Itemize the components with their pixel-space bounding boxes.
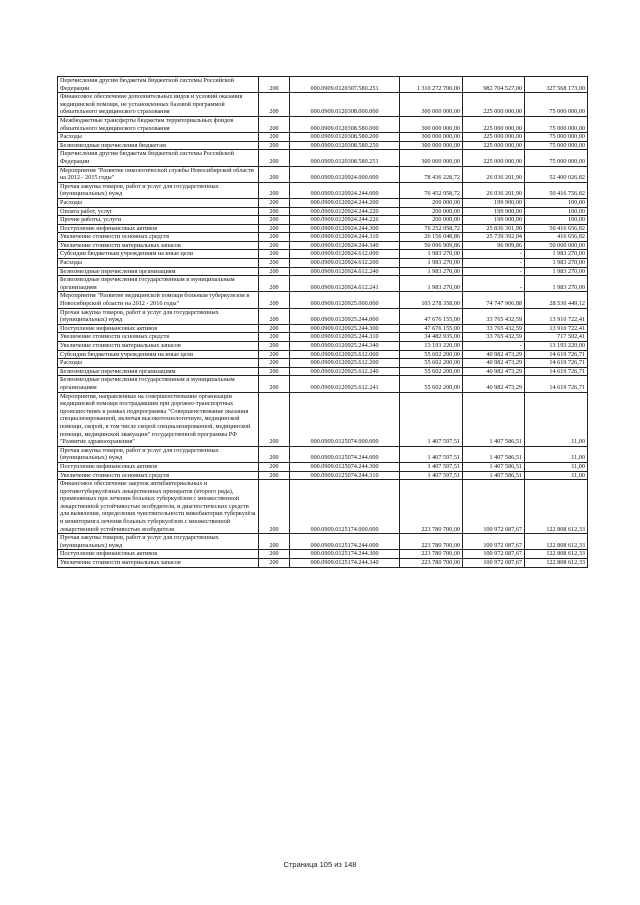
unexecuted-amount-cell: 75 000 000,00 [525, 141, 588, 150]
approved-amount-cell: 55 602 200,00 [400, 359, 463, 368]
row-code-cell: 200 [259, 480, 290, 534]
executed-amount-cell: - [463, 259, 525, 268]
row-name-cell: Безвозмездные перечисления организациям [58, 367, 259, 376]
row-name-cell: Поступление нефинансовых активов [58, 324, 259, 333]
unexecuted-amount-cell: 100,00 [525, 216, 588, 225]
unexecuted-amount-cell: 1 983 270,00 [525, 250, 588, 259]
executed-amount-cell: 1 407 586,51 [463, 446, 525, 462]
row-name-cell: Перечисления другим бюджетам бюджетной системы Российской Федерации [58, 77, 259, 93]
row-name-cell: Перечисления другим бюджетам бюджетной системы Российской Федерации [58, 150, 259, 166]
executed-amount-cell: 199 900,00 [463, 207, 525, 216]
budget-classification-code-cell: 000.0909.0125174.244.340 [290, 559, 400, 568]
budget-table [57, 76, 588, 568]
approved-amount-cell: 50 096 909,86 [400, 241, 463, 250]
table-row [58, 233, 588, 242]
row-code-cell: 200 [259, 216, 290, 225]
table-row [58, 116, 588, 132]
row-code-cell: 200 [259, 166, 290, 182]
executed-amount-cell: 40 982 473,29 [463, 367, 525, 376]
unexecuted-amount-cell: 75 000 000,00 [525, 93, 588, 117]
row-name-cell: Поступление нефинансовых активов [58, 550, 259, 559]
row-name-cell: Увеличение стоимости материальных запасов [58, 241, 259, 250]
row-name-cell: Прочая закупка товаров, работ и услуг для государственных (муниципальных) нужд [58, 446, 259, 462]
row-name-cell: Безвозмездные перечисления организациям [58, 267, 259, 276]
row-code-cell: 200 [259, 392, 290, 446]
row-code-cell: 200 [259, 324, 290, 333]
table-row [58, 534, 588, 550]
approved-amount-cell: 200 000,00 [400, 207, 463, 216]
table-row [58, 392, 588, 446]
row-name-cell: Расходы [58, 198, 259, 207]
table-row [58, 324, 588, 333]
budget-classification-code-cell: 000.0909.0120924.244.000 [290, 182, 400, 198]
budget-classification-code-cell: 000.0909.0120308.580.200 [290, 133, 400, 142]
table-row [58, 276, 588, 292]
approved-amount-cell: 300 000 000,00 [400, 116, 463, 132]
row-name-cell: Мероприятия "Развитие онкологической службы Новосибирской области на 2012 - 2015 годы" [58, 166, 259, 182]
unexecuted-amount-cell: 13 193 220,00 [525, 342, 588, 351]
unexecuted-amount-cell: 28 530 449,12 [525, 292, 588, 308]
row-code-cell: 200 [259, 350, 290, 359]
approved-amount-cell: 223 780 700,00 [400, 559, 463, 568]
executed-amount-cell: 1 407 586,51 [463, 462, 525, 471]
unexecuted-amount-cell: 13 910 722,41 [525, 308, 588, 324]
approved-amount-cell: 300 000 000,00 [400, 150, 463, 166]
executed-amount-cell: 100 972 087,67 [463, 480, 525, 534]
table-row [58, 446, 588, 462]
row-code-cell: 200 [259, 133, 290, 142]
budget-classification-code-cell: 000.0909.0120924.000.000 [290, 166, 400, 182]
row-code-cell: 200 [259, 376, 290, 392]
table-row [58, 350, 588, 359]
unexecuted-amount-cell: 122 808 612,33 [525, 550, 588, 559]
table-row [58, 224, 588, 233]
budget-classification-code-cell: 000.0909.0120924.244.200 [290, 198, 400, 207]
executed-amount-cell: - [463, 267, 525, 276]
unexecuted-amount-cell: 1 983 270,00 [525, 276, 588, 292]
row-code-cell: 200 [259, 342, 290, 351]
budget-classification-code-cell: 000.0909.0120924.612.241 [290, 276, 400, 292]
executed-amount-cell: 100 972 087,67 [463, 534, 525, 550]
table-row [58, 267, 588, 276]
unexecuted-amount-cell: 52 400 026,82 [525, 166, 588, 182]
approved-amount-cell: 223 780 700,00 [400, 534, 463, 550]
budget-classification-code-cell: 000.0909.0120925.244.310 [290, 333, 400, 342]
row-code-cell: 200 [259, 250, 290, 259]
budget-classification-code-cell: 000.0909.0125174.244.300 [290, 550, 400, 559]
approved-amount-cell: 1 983 270,00 [400, 267, 463, 276]
executed-amount-cell: 199 900,00 [463, 216, 525, 225]
row-name-cell: Увеличение стоимости материальных запасов [58, 559, 259, 568]
approved-amount-cell: 1 407 597,51 [400, 392, 463, 446]
table-row [58, 207, 588, 216]
row-name-cell: Мероприятия "Развитие медицинской помощи больным туберкулезом в Новосибирской области на 2012 - 2016 годы" [58, 292, 259, 308]
unexecuted-amount-cell: 75 000 000,00 [525, 116, 588, 132]
unexecuted-amount-cell: 122 808 612,33 [525, 559, 588, 568]
row-name-cell: Увеличение стоимости основных средств [58, 333, 259, 342]
row-name-cell: Безвозмездные перечисления государственным и муниципальным организациям [58, 276, 259, 292]
budget-classification-code-cell: 000.0909.0120925.612.240 [290, 367, 400, 376]
row-code-cell: 200 [259, 462, 290, 471]
approved-amount-cell: 76 452 958,72 [400, 182, 463, 198]
approved-amount-cell: 223 780 700,00 [400, 480, 463, 534]
executed-amount-cell: 74 747 906,88 [463, 292, 525, 308]
table-row [58, 367, 588, 376]
budget-classification-code-cell: 000.0909.0120925.612.200 [290, 359, 400, 368]
table-row [58, 133, 588, 142]
approved-amount-cell: 1 407 597,51 [400, 446, 463, 462]
approved-amount-cell: 1 983 270,00 [400, 276, 463, 292]
executed-amount-cell: 33 765 432,59 [463, 333, 525, 342]
table-row [58, 308, 588, 324]
row-name-cell: Увеличение стоимости материальных запасов [58, 342, 259, 351]
unexecuted-amount-cell: 100,00 [525, 198, 588, 207]
executed-amount-cell: 96 909,86 [463, 241, 525, 250]
approved-amount-cell: 103 278 358,00 [400, 292, 463, 308]
executed-amount-cell: 26 036 201,90 [463, 182, 525, 198]
unexecuted-amount-cell: 11,00 [525, 392, 588, 446]
row-name-cell: Субсидии бюджетным учреждениям на иные цели [58, 350, 259, 359]
table-row [58, 150, 588, 166]
executed-amount-cell: 40 982 473,29 [463, 359, 525, 368]
unexecuted-amount-cell: 11,00 [525, 462, 588, 471]
row-code-cell: 200 [259, 534, 290, 550]
row-name-cell: Увеличение стоимости основных средств [58, 233, 259, 242]
approved-amount-cell: 1 407 597,51 [400, 462, 463, 471]
approved-amount-cell: 55 602 200,00 [400, 367, 463, 376]
approved-amount-cell: 223 780 700,00 [400, 550, 463, 559]
unexecuted-amount-cell: 11,00 [525, 471, 588, 480]
budget-classification-code-cell: 000.0909.0125074.244.310 [290, 471, 400, 480]
budget-classification-code-cell: 000.0909.0125074.244.300 [290, 462, 400, 471]
executed-amount-cell: 26 036 201,90 [463, 166, 525, 182]
budget-classification-code-cell: 000.0909.0120924.244.340 [290, 241, 400, 250]
unexecuted-amount-cell: 14 619 726,71 [525, 359, 588, 368]
row-code-cell: 200 [259, 471, 290, 480]
table-row [58, 550, 588, 559]
unexecuted-amount-cell: 122 808 612,33 [525, 480, 588, 534]
budget-classification-code-cell: 000.0909.0120308.580.250 [290, 141, 400, 150]
row-name-cell: Поступление нефинансовых активов [58, 224, 259, 233]
unexecuted-amount-cell: 50 416 756,82 [525, 182, 588, 198]
row-code-cell: 200 [259, 333, 290, 342]
table-row [58, 480, 588, 534]
approved-amount-cell: 34 482 935,00 [400, 333, 463, 342]
budget-classification-code-cell: 000.0909.0120924.244.310 [290, 233, 400, 242]
approved-amount-cell: 78 436 228,72 [400, 166, 463, 182]
unexecuted-amount-cell: 13 910 722,41 [525, 324, 588, 333]
row-code-cell: 200 [259, 141, 290, 150]
row-name-cell: Безвозмездные перечисления государственным и муниципальным организациям [58, 376, 259, 392]
approved-amount-cell: 55 602 200,00 [400, 376, 463, 392]
approved-amount-cell: 200 000,00 [400, 216, 463, 225]
executed-amount-cell: 25 836 301,90 [463, 224, 525, 233]
approved-amount-cell: 1 407 597,51 [400, 471, 463, 480]
executed-amount-cell: 25 739 392,04 [463, 233, 525, 242]
unexecuted-amount-cell: 75 000 000,00 [525, 150, 588, 166]
approved-amount-cell: 47 676 155,00 [400, 308, 463, 324]
budget-classification-code-cell: 000.0909.0120925.244.300 [290, 324, 400, 333]
approved-amount-cell: 1 983 270,00 [400, 250, 463, 259]
approved-amount-cell: 55 602 200,00 [400, 350, 463, 359]
executed-amount-cell: - [463, 250, 525, 259]
unexecuted-amount-cell: 1 983 270,00 [525, 267, 588, 276]
approved-amount-cell: 47 676 155,00 [400, 324, 463, 333]
executed-amount-cell: 199 900,00 [463, 198, 525, 207]
budget-classification-code-cell: 000.0909.0120308.580.000 [290, 116, 400, 132]
executed-amount-cell: 40 982 473,29 [463, 350, 525, 359]
row-name-cell: Расходы [58, 133, 259, 142]
row-name-cell: Межбюджетные трансферты бюджетам территориальных фондов обязательного медицинского страхования [58, 116, 259, 132]
row-code-cell: 200 [259, 359, 290, 368]
table-row [58, 471, 588, 480]
row-code-cell: 200 [259, 182, 290, 198]
approved-amount-cell: 200 000,00 [400, 198, 463, 207]
table-row [58, 93, 588, 117]
executed-amount-cell: - [463, 342, 525, 351]
executed-amount-cell: 33 765 432,59 [463, 308, 525, 324]
table-row [58, 216, 588, 225]
row-code-cell: 200 [259, 550, 290, 559]
row-name-cell: Расходы [58, 359, 259, 368]
row-code-cell: 200 [259, 93, 290, 117]
row-code-cell: 200 [259, 150, 290, 166]
row-code-cell: 200 [259, 241, 290, 250]
budget-classification-code-cell: 000.0909.0120924.612.000 [290, 250, 400, 259]
table-row [58, 462, 588, 471]
row-name-cell: Расходы [58, 259, 259, 268]
approved-amount-cell: 1 310 272 700,00 [400, 77, 463, 93]
budget-table-body [58, 77, 588, 568]
row-name-cell: Прочие работы, услуги [58, 216, 259, 225]
row-name-cell: Прочая закупка товаров, работ и услуг для государственных (муниципальных) нужд [58, 308, 259, 324]
executed-amount-cell: 33 765 432,59 [463, 324, 525, 333]
unexecuted-amount-cell: 1 983 270,00 [525, 259, 588, 268]
table-row [58, 359, 588, 368]
executed-amount-cell: 225 000 000,00 [463, 93, 525, 117]
unexecuted-amount-cell: 11,00 [525, 446, 588, 462]
approved-amount-cell: 300 000 000,00 [400, 93, 463, 117]
budget-classification-code-cell: 000.0909.0120308.000.000 [290, 93, 400, 117]
table-row [58, 77, 588, 93]
table-row [58, 241, 588, 250]
approved-amount-cell: 13 193 220,00 [400, 342, 463, 351]
row-code-cell: 200 [259, 207, 290, 216]
row-name-cell: Прочая закупка товаров, работ и услуг для государственных (муниципальных) нужд [58, 534, 259, 550]
row-code-cell: 200 [259, 259, 290, 268]
budget-classification-code-cell: 000.0909.0125174.244.000 [290, 534, 400, 550]
budget-classification-code-cell: 000.0909.0120925.244.340 [290, 342, 400, 351]
budget-classification-code-cell: 000.0909.0120925.612.000 [290, 350, 400, 359]
executed-amount-cell: 225 000 000,00 [463, 116, 525, 132]
row-code-cell: 200 [259, 367, 290, 376]
row-code-cell: 200 [259, 224, 290, 233]
budget-classification-code-cell: 000.0909.0125074.000.000 [290, 392, 400, 446]
row-code-cell: 200 [259, 446, 290, 462]
executed-amount-cell: 225 000 000,00 [463, 150, 525, 166]
executed-amount-cell: 40 982 473,29 [463, 376, 525, 392]
row-name-cell: Прочая закупка товаров, работ и услуг для государственных (муниципальных) нужд [58, 182, 259, 198]
executed-amount-cell: 1 407 586,51 [463, 392, 525, 446]
unexecuted-amount-cell: 717 502,41 [525, 333, 588, 342]
row-code-cell: 200 [259, 292, 290, 308]
row-name-cell: Финансовое обеспечение закупок антибактериальных и противотуберкулёзных лекарственных препаратов (второго ряда), применяемых при лечении больных туберкулёзом с множественной лекарственной устойчивостью возбудителя, и диагностических средств для выявления, определения чувствительности микобактерии туберкулёза и мониторинга лечения больных туберкулёзом с множественной лекарственной устойчивостью возбудителя [58, 480, 259, 534]
row-name-cell: Поступление нефинансовых активов [58, 462, 259, 471]
row-code-cell: 200 [259, 198, 290, 207]
executed-amount-cell: 100 972 087,67 [463, 550, 525, 559]
row-name-cell: Увеличение стоимости основных средств [58, 471, 259, 480]
approved-amount-cell: 300 000 000,00 [400, 133, 463, 142]
budget-classification-code-cell: 000.0909.0120925.000.000 [290, 292, 400, 308]
unexecuted-amount-cell: 50 000 000,00 [525, 241, 588, 250]
budget-classification-code-cell: 000.0909.0120924.244.226 [290, 216, 400, 225]
table-row [58, 342, 588, 351]
executed-amount-cell: - [463, 276, 525, 292]
table-row [58, 559, 588, 568]
approved-amount-cell: 1 983 270,00 [400, 259, 463, 268]
budget-classification-code-cell: 000.0909.0120307.580.251 [290, 77, 400, 93]
unexecuted-amount-cell: 100,00 [525, 207, 588, 216]
unexecuted-amount-cell: 14 619 726,71 [525, 376, 588, 392]
row-code-cell: 200 [259, 233, 290, 242]
executed-amount-cell: 225 000 000,00 [463, 133, 525, 142]
unexecuted-amount-cell: 75 000 000,00 [525, 133, 588, 142]
row-code-cell: 200 [259, 77, 290, 93]
table-row [58, 182, 588, 198]
budget-classification-code-cell: 000.0909.0120924.244.220 [290, 207, 400, 216]
budget-classification-code-cell: 000.0909.0120924.612.240 [290, 267, 400, 276]
budget-classification-code-cell: 000.0909.0120308.580.251 [290, 150, 400, 166]
unexecuted-amount-cell: 50 416 656,82 [525, 224, 588, 233]
executed-amount-cell: 1 407 586,51 [463, 471, 525, 480]
table-row [58, 376, 588, 392]
executed-amount-cell: 100 972 087,67 [463, 559, 525, 568]
unexecuted-amount-cell: 14 619 726,71 [525, 367, 588, 376]
budget-classification-code-cell: 000.0909.0120925.612.241 [290, 376, 400, 392]
unexecuted-amount-cell: 14 619 726,71 [525, 350, 588, 359]
row-code-cell: 200 [259, 116, 290, 132]
table-row [58, 292, 588, 308]
row-code-cell: 200 [259, 267, 290, 276]
budget-classification-code-cell: 000.0909.0125074.244.000 [290, 446, 400, 462]
row-name-cell: Оплата работ, услуг [58, 207, 259, 216]
table-row [58, 250, 588, 259]
unexecuted-amount-cell: 122 808 612,33 [525, 534, 588, 550]
row-name-cell: Субсидии бюджетным учреждениям на иные цели [58, 250, 259, 259]
budget-classification-code-cell: 000.0909.0120924.244.300 [290, 224, 400, 233]
budget-classification-code-cell: 000.0909.0120924.612.200 [290, 259, 400, 268]
executed-amount-cell: 225 000 000,00 [463, 141, 525, 150]
row-name-cell: Безвозмездные перечисления бюджетам [58, 141, 259, 150]
unexecuted-amount-cell: 327 568 173,00 [525, 77, 588, 93]
row-code-cell: 200 [259, 276, 290, 292]
row-code-cell: 200 [259, 559, 290, 568]
approved-amount-cell: 76 252 958,72 [400, 224, 463, 233]
approved-amount-cell: 300 000 000,00 [400, 141, 463, 150]
table-row [58, 141, 588, 150]
row-name-cell: Мероприятия, направленные на совершенствование организации медицинской помощи пострадавшим при дорожно-транспортных происшествиях в рамках подпрограммы "Совершенствование оказания специализированной, включая высокотехнологичную, медицинской помощи, скорой, в том числе скорой специализированной, медицинской помощи, медицинской эвакуации" государственной программы РФ "Развитие здравоохранения" [58, 392, 259, 446]
budget-classification-code-cell: 000.0909.0120925.244.000 [290, 308, 400, 324]
executed-amount-cell: 982 704 527,00 [463, 77, 525, 93]
row-name-cell: Финансовое обеспечение дополнительных видов и условий оказания медицинской помощи, не установленных базовой программой обязательного медицинского страхования [58, 93, 259, 117]
table-row [58, 259, 588, 268]
table-row [58, 198, 588, 207]
row-code-cell: 200 [259, 308, 290, 324]
table-row [58, 333, 588, 342]
approved-amount-cell: 26 156 048,86 [400, 233, 463, 242]
unexecuted-amount-cell: 416 656,82 [525, 233, 588, 242]
page-number: Страница 105 из 148 [283, 860, 357, 869]
budget-classification-code-cell: 000.0909.0125174.000.000 [290, 480, 400, 534]
table-row [58, 166, 588, 182]
